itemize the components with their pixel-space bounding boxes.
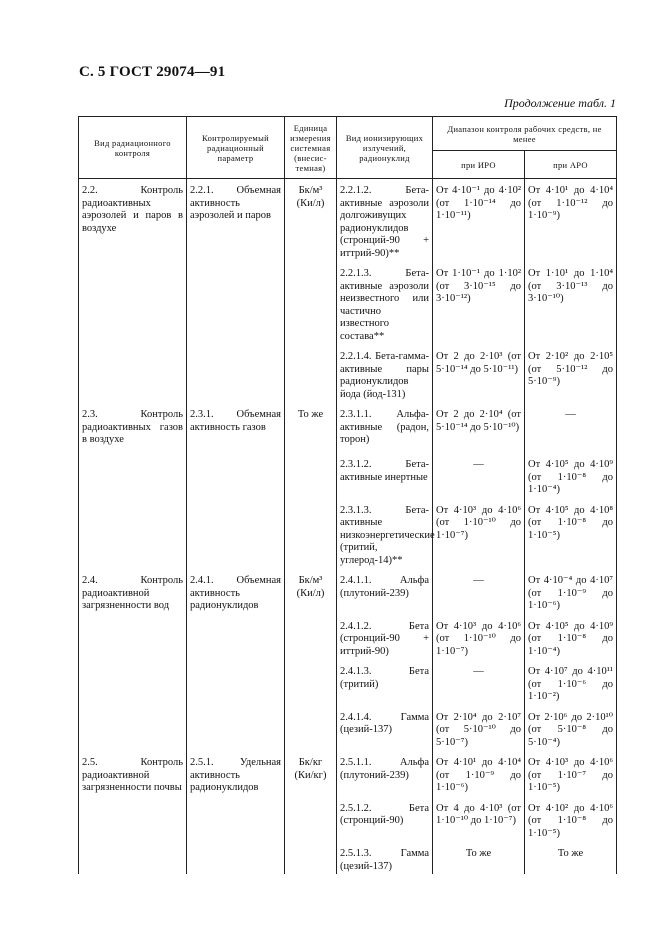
cell-aro-range: От 4·10⁵ до 4·10⁹ (от 1·10⁻⁸ до 1·10⁻⁴) bbox=[525, 451, 617, 497]
cell-parameter: 2.3.1. Объемная активность газов bbox=[187, 401, 285, 451]
cell-control-type: 2.5. Контроль радиоактивной загрязненности почвы bbox=[79, 749, 187, 795]
cell-aro-range: От 2·10⁶ до 2·10¹⁰ (от 5·10⁻⁸ до 5·10⁻⁴) bbox=[525, 704, 617, 750]
cell-iro-range: От 1·10⁻¹ до 1·10² (от 3·10⁻¹⁵ до 3·10⁻¹²) bbox=[433, 260, 525, 343]
table-row bbox=[79, 749, 617, 795]
cell-aro-range: От 4·10⁵ до 4·10⁸ (от 1·10⁻⁸ до 1·10⁻⁵) bbox=[525, 497, 617, 568]
table-continuation-note: Продолжение табл. 1 bbox=[504, 96, 616, 110]
cell-radiation-type: 2.2.1.4. Бета-гамма-активные пары радионуклидов йода (йод-131) bbox=[337, 343, 433, 401]
cell-parameter bbox=[187, 658, 285, 704]
cell-radiation-type: 2.5.1.2. Бета (стронций-90) bbox=[337, 795, 433, 841]
cell-control-type: 2.4. Контроль радиоактивной загрязненности вод bbox=[79, 567, 187, 613]
cell-radiation-type: 2.2.1.3. Бета-активные аэрозоли неизвестного или частично известного состава** bbox=[337, 260, 433, 343]
cell-radiation-type: 2.4.1.1. Альфа (плутоний-239) bbox=[337, 567, 433, 613]
cell-aro-range: От 4·10³ до 4·10⁶ (от 1·10⁻⁷ до 1·10⁻⁵) bbox=[525, 749, 617, 795]
header-unit: Единица измерения системная (внесис-темная) bbox=[285, 117, 337, 179]
cell-parameter bbox=[187, 260, 285, 343]
cell-aro-range: От 4·10⁻⁴ до 4·10⁷ (от 1·10⁻⁹ до 1·10⁻⁶) bbox=[525, 567, 617, 613]
cell-parameter bbox=[187, 613, 285, 659]
cell-control-type bbox=[79, 260, 187, 343]
table-row bbox=[79, 401, 617, 451]
cell-iro-range: — bbox=[433, 658, 525, 704]
cell-parameter bbox=[187, 840, 285, 874]
cell-iro-range: От 4 до 4·10³ (от 1·10⁻¹⁰ до 1·10⁻⁷) bbox=[433, 795, 525, 841]
cell-aro-range: От 4·10¹ до 4·10⁴ (от 1·10⁻¹² до 1·10⁻⁹) bbox=[525, 179, 617, 261]
cell-radiation-type: 2.3.1.1. Альфа-активные (радон, торон) bbox=[337, 401, 433, 451]
cell-control-type bbox=[79, 658, 187, 704]
cell-iro-range: От 2 до 2·10⁴ (от 5·10⁻¹⁴ до 5·10⁻¹⁰) bbox=[433, 401, 525, 451]
cell-control-type: 2.3. Контроль радиоактивных газов в воздухе bbox=[79, 401, 187, 451]
cell-radiation-type: 2.4.1.4. Гамма (цезий-137) bbox=[337, 704, 433, 750]
cell-radiation-type: 2.2.1.2. Бета-активные аэрозоли долгоживущих радионуклидов (стронций-90 + иттрий-90)** bbox=[337, 179, 433, 261]
header-range: Диапазон контроля рабочих средств, не менее bbox=[433, 117, 617, 151]
cell-parameter: 2.2.1. Объемная активность аэрозолей и паров bbox=[187, 179, 285, 261]
cell-unit: Бк/м³ (Ки/л) bbox=[285, 179, 337, 261]
table-row bbox=[79, 567, 617, 613]
cell-control-type bbox=[79, 497, 187, 568]
cell-unit: Бк/м³ (Ки/л) bbox=[285, 567, 337, 613]
cell-radiation-type: 2.3.1.2. Бета-активные инертные bbox=[337, 451, 433, 497]
cell-unit bbox=[285, 613, 337, 659]
cell-iro-range: То же bbox=[433, 840, 525, 874]
cell-unit bbox=[285, 343, 337, 401]
table-row bbox=[79, 840, 617, 874]
cell-control-type bbox=[79, 795, 187, 841]
cell-parameter bbox=[187, 451, 285, 497]
cell-iro-range: От 4·10³ до 4·10⁶ (от 1·10⁻¹⁰ до 1·10⁻⁷) bbox=[433, 497, 525, 568]
cell-parameter bbox=[187, 497, 285, 568]
cell-aro-range: От 4·10⁷ до 4·10¹¹ (от 1·10⁻⁶ до 1·10⁻²) bbox=[525, 658, 617, 704]
header-aro: при АРО bbox=[525, 151, 617, 179]
cell-iro-range: От 2·10⁴ до 2·10⁷ (от 5·10⁻¹⁰ до 5·10⁻⁷) bbox=[433, 704, 525, 750]
cell-radiation-type: 2.4.1.2. Бета (стронций-90 + иттрий-90) bbox=[337, 613, 433, 659]
cell-aro-range: — bbox=[525, 401, 617, 451]
cell-unit bbox=[285, 451, 337, 497]
header-iro: при ИРО bbox=[433, 151, 525, 179]
cell-control-type bbox=[79, 840, 187, 874]
cell-iro-range: От 4·10⁻¹ до 4·10² (от 1·10⁻¹⁴ до 1·10⁻¹¹) bbox=[433, 179, 525, 261]
table-row bbox=[79, 260, 617, 343]
cell-control-type bbox=[79, 704, 187, 750]
table-row bbox=[79, 658, 617, 704]
cell-unit bbox=[285, 840, 337, 874]
cell-unit bbox=[285, 497, 337, 568]
cell-parameter bbox=[187, 704, 285, 750]
header-radiation-type: Вид ионизирующих излучений, радионуклид bbox=[337, 117, 433, 179]
cell-unit: То же bbox=[285, 401, 337, 451]
cell-iro-range: — bbox=[433, 451, 525, 497]
cell-iro-range: От 2 до 2·10³ (от 5·10⁻¹⁴ до 5·10⁻¹¹) bbox=[433, 343, 525, 401]
cell-control-type: 2.2. Контроль радиоактивных аэрозолей и паров в воздухе bbox=[79, 179, 187, 261]
cell-aro-range: От 4·10⁵ до 4·10⁹ (от 1·10⁻⁸ до 1·10⁻⁴) bbox=[525, 613, 617, 659]
table-row bbox=[79, 451, 617, 497]
cell-parameter bbox=[187, 795, 285, 841]
cell-parameter: 2.4.1. Объемная активность радионуклидов bbox=[187, 567, 285, 613]
table-row bbox=[79, 497, 617, 568]
cell-aro-range: От 1·10¹ до 1·10⁴ (от 3·10⁻¹³ до 3·10⁻¹⁰) bbox=[525, 260, 617, 343]
cell-control-type bbox=[79, 613, 187, 659]
table-row bbox=[79, 343, 617, 401]
cell-parameter: 2.5.1. Удельная активность радионуклидов bbox=[187, 749, 285, 795]
cell-unit bbox=[285, 704, 337, 750]
radiation-control-table bbox=[78, 116, 617, 874]
cell-iro-range: От 4·10¹ до 4·10⁴ (от 1·10⁻⁹ до 1·10⁻⁶) bbox=[433, 749, 525, 795]
cell-radiation-type: 2.3.1.3. Бета-активные низкоэнергетические (тритий, углерод-14)** bbox=[337, 497, 433, 568]
cell-unit bbox=[285, 658, 337, 704]
cell-unit bbox=[285, 795, 337, 841]
cell-radiation-type: 2.4.1.3. Бета (тритий) bbox=[337, 658, 433, 704]
table-row bbox=[79, 704, 617, 750]
cell-control-type bbox=[79, 343, 187, 401]
table-row bbox=[79, 795, 617, 841]
page-header: С. 5 ГОСТ 29074—91 bbox=[79, 64, 226, 80]
cell-unit: Бк/кг (Ки/кг) bbox=[285, 749, 337, 795]
cell-aro-range: От 4·10² до 4·10⁶ (от 1·10⁻⁸ до 1·10⁻⁵) bbox=[525, 795, 617, 841]
header-control-type: Вид радиационного контроля bbox=[79, 117, 187, 179]
cell-unit bbox=[285, 260, 337, 343]
cell-parameter bbox=[187, 343, 285, 401]
table-body bbox=[79, 179, 617, 875]
cell-aro-range: От 2·10² до 2·10⁵ (от 5·10⁻¹² до 5·10⁻⁹) bbox=[525, 343, 617, 401]
cell-radiation-type: 2.5.1.1. Альфа (плутоний-239) bbox=[337, 749, 433, 795]
table-row bbox=[79, 179, 617, 261]
cell-iro-range: От 4·10³ до 4·10⁶ (от 1·10⁻¹⁰ до 1·10⁻⁷) bbox=[433, 613, 525, 659]
table-row bbox=[79, 613, 617, 659]
cell-aro-range: То же bbox=[525, 840, 617, 874]
cell-iro-range: — bbox=[433, 567, 525, 613]
cell-radiation-type: 2.5.1.3. Гамма (цезий-137) bbox=[337, 840, 433, 874]
cell-control-type bbox=[79, 451, 187, 497]
header-parameter: Контролируемый радиационный параметр bbox=[187, 117, 285, 179]
